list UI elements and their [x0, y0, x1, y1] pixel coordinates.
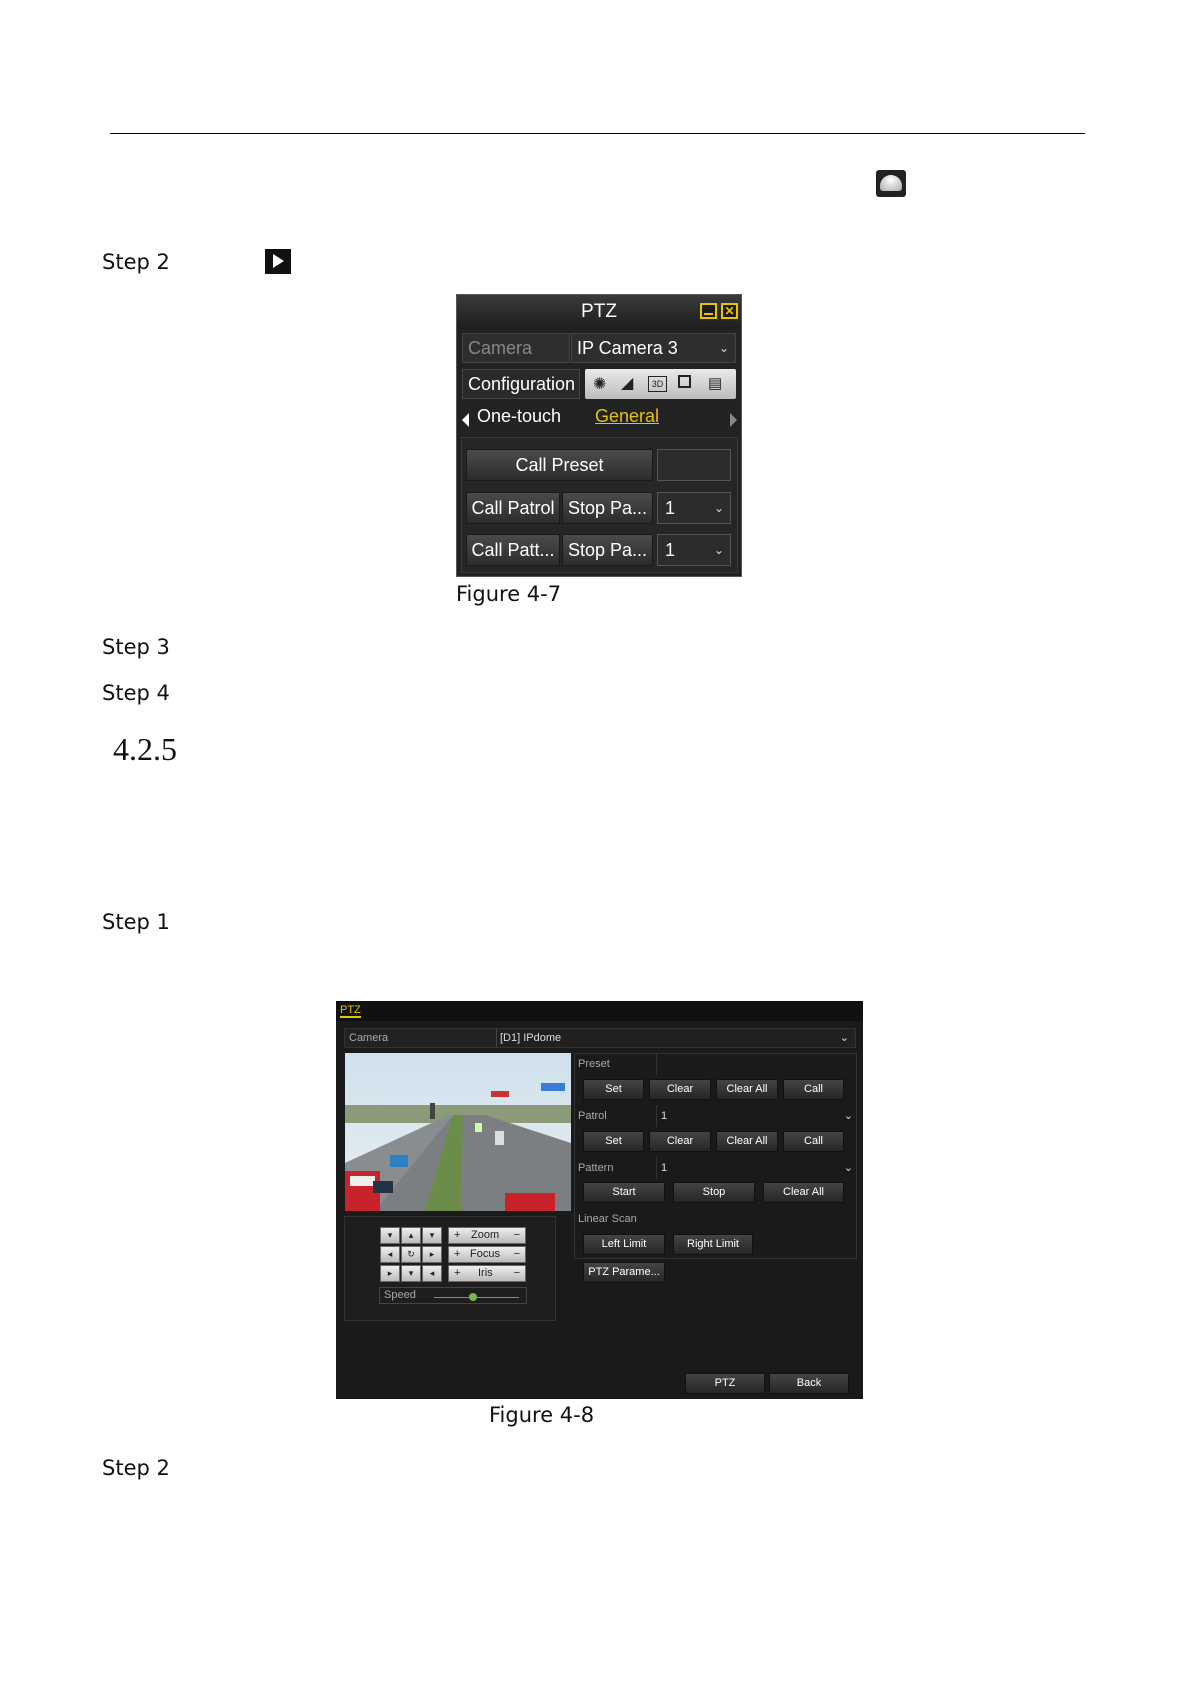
pan-down-left-button[interactable]: ▸ [380, 1265, 400, 1282]
step-2-second-label: Step 2 [102, 1456, 170, 1480]
patrol-label: Patrol [578, 1110, 607, 1122]
camera-select[interactable] [496, 1029, 852, 1047]
ptz-menu-header [336, 1001, 863, 1021]
preset-label: Preset [578, 1058, 610, 1070]
left-limit-button[interactable]: Left Limit [583, 1234, 665, 1255]
focus-near-icon[interactable]: + [454, 1248, 461, 1260]
ptz-settings-figure-4-8 [336, 1001, 863, 1399]
camera-live-view-image [345, 1053, 571, 1211]
patrol-select-value: 1 [665, 498, 676, 518]
pan-right-button[interactable]: ▸ [422, 1246, 442, 1263]
minimize-icon[interactable] [700, 303, 717, 319]
tab-one-touch[interactable]: One-touch [477, 406, 562, 426]
configuration-label: Configuration [462, 369, 580, 399]
chevron-down-icon: ⌄ [843, 1162, 853, 1174]
zoom-control[interactable] [448, 1227, 526, 1244]
pattern-select[interactable] [656, 1157, 856, 1179]
ptz-button[interactable]: PTZ [685, 1373, 765, 1394]
3d-zoom-icon[interactable]: 3D [648, 376, 667, 392]
pattern-select[interactable] [657, 534, 731, 566]
patrol-clear-all-button[interactable]: Clear All [716, 1131, 778, 1152]
call-pattern-button[interactable]: Call Patt... [466, 534, 560, 566]
ptz-toolbar [585, 369, 736, 399]
preset-input[interactable] [657, 449, 731, 481]
preset-call-button[interactable]: Call [783, 1079, 844, 1100]
pattern-label: Pattern [578, 1162, 614, 1174]
pan-up-left-button[interactable]: ▾ [380, 1227, 400, 1244]
preset-input[interactable] [656, 1053, 856, 1075]
camera-select-value: [D1] IPdome [500, 1032, 562, 1044]
patrol-select[interactable] [656, 1105, 856, 1127]
figure-4-7-caption: Figure 4-7 [456, 582, 562, 606]
stop-pattern-button[interactable]: Stop Pa... [562, 534, 653, 566]
zoom-in-icon[interactable]: + [454, 1229, 461, 1241]
back-button[interactable]: Back [769, 1373, 849, 1394]
patrol-select-value: 1 [661, 1110, 668, 1122]
menu-icon[interactable]: ▤ [708, 375, 723, 392]
right-limit-button[interactable]: Right Limit [673, 1234, 753, 1255]
pattern-select-value: 1 [661, 1162, 668, 1174]
tab-ptz[interactable]: PTZ [340, 1004, 361, 1016]
pan-down-button[interactable]: ▾ [401, 1265, 421, 1282]
zoom-label: Zoom [471, 1229, 500, 1241]
focus-control[interactable] [448, 1246, 526, 1263]
zoom-out-icon[interactable]: − [513, 1229, 520, 1241]
section-heading-number: 4.2.5 [113, 731, 177, 767]
camera-select-value: IP Camera 3 [577, 338, 678, 358]
chevron-down-icon: ⌄ [843, 1110, 853, 1122]
iris-control[interactable] [448, 1265, 526, 1282]
pan-down-right-button[interactable]: ◂ [422, 1265, 442, 1282]
tab-next-arrow-icon[interactable] [730, 413, 737, 427]
step-3-label: Step 3 [102, 635, 170, 659]
call-patrol-button[interactable]: Call Patrol [466, 492, 560, 524]
linear-scan-label: Linear Scan [578, 1213, 637, 1225]
patrol-select[interactable] [657, 492, 731, 524]
ptz-parameters-button[interactable]: PTZ Parame... [583, 1262, 665, 1283]
wiper-icon[interactable]: ◢ [621, 375, 634, 392]
pattern-stop-button[interactable]: Stop [673, 1182, 755, 1203]
patrol-set-button[interactable]: Set [583, 1131, 644, 1152]
pattern-start-button[interactable]: Start [583, 1182, 665, 1203]
preset-clear-all-button[interactable]: Clear All [716, 1079, 778, 1100]
play-arrow-icon [265, 249, 291, 274]
chevron-down-icon: ⌄ [718, 341, 729, 355]
pan-up-right-button[interactable]: ▾ [422, 1227, 442, 1244]
pattern-select-value: 1 [665, 540, 676, 560]
iris-open-icon[interactable]: + [454, 1267, 461, 1279]
preset-set-button[interactable]: Set [583, 1079, 644, 1100]
ptz-panel-title: PTZ [457, 295, 741, 329]
patrol-clear-button[interactable]: Clear [649, 1131, 711, 1152]
focus-label: Focus [470, 1248, 500, 1260]
camera-select[interactable] [571, 333, 736, 363]
speed-slider-handle[interactable] [469, 1293, 477, 1301]
figure-4-8-caption: Figure 4-8 [489, 1403, 595, 1427]
pan-up-button[interactable]: ▴ [401, 1227, 421, 1244]
step-1-label: Step 1 [102, 910, 170, 934]
chevron-down-icon: ⌄ [839, 1032, 849, 1044]
auto-rotate-icon[interactable]: ↻ [401, 1246, 421, 1263]
close-icon[interactable]: ✕ [721, 303, 738, 319]
chevron-down-icon: ⌄ [713, 543, 724, 557]
stop-patrol-button[interactable]: Stop Pa... [562, 492, 653, 524]
camera-label: Camera [462, 333, 570, 363]
tab-general[interactable]: General [595, 406, 660, 426]
call-preset-button[interactable]: Call Preset [466, 449, 653, 481]
camera-label: Camera [349, 1032, 389, 1044]
header-rule [110, 133, 1085, 134]
focus-far-icon[interactable]: − [513, 1248, 520, 1260]
iris-close-icon[interactable]: − [513, 1267, 520, 1279]
preset-clear-button[interactable]: Clear [649, 1079, 711, 1100]
speed-label: Speed [384, 1289, 416, 1301]
iris-label: Iris [478, 1267, 493, 1279]
patrol-call-button[interactable]: Call [783, 1131, 844, 1152]
pattern-clear-all-button[interactable]: Clear All [763, 1182, 844, 1203]
ptz-dome-icon [876, 170, 906, 197]
chevron-down-icon: ⌄ [713, 501, 724, 515]
ptz-panel-figure-4-7 [456, 294, 742, 577]
tab-prev-arrow-icon[interactable] [462, 413, 469, 427]
step-2-label: Step 2 [102, 250, 170, 274]
center-icon[interactable] [678, 375, 691, 388]
light-icon[interactable]: ✺ [593, 376, 607, 393]
step-4-label: Step 4 [102, 681, 170, 705]
pan-left-button[interactable]: ◂ [380, 1246, 400, 1263]
